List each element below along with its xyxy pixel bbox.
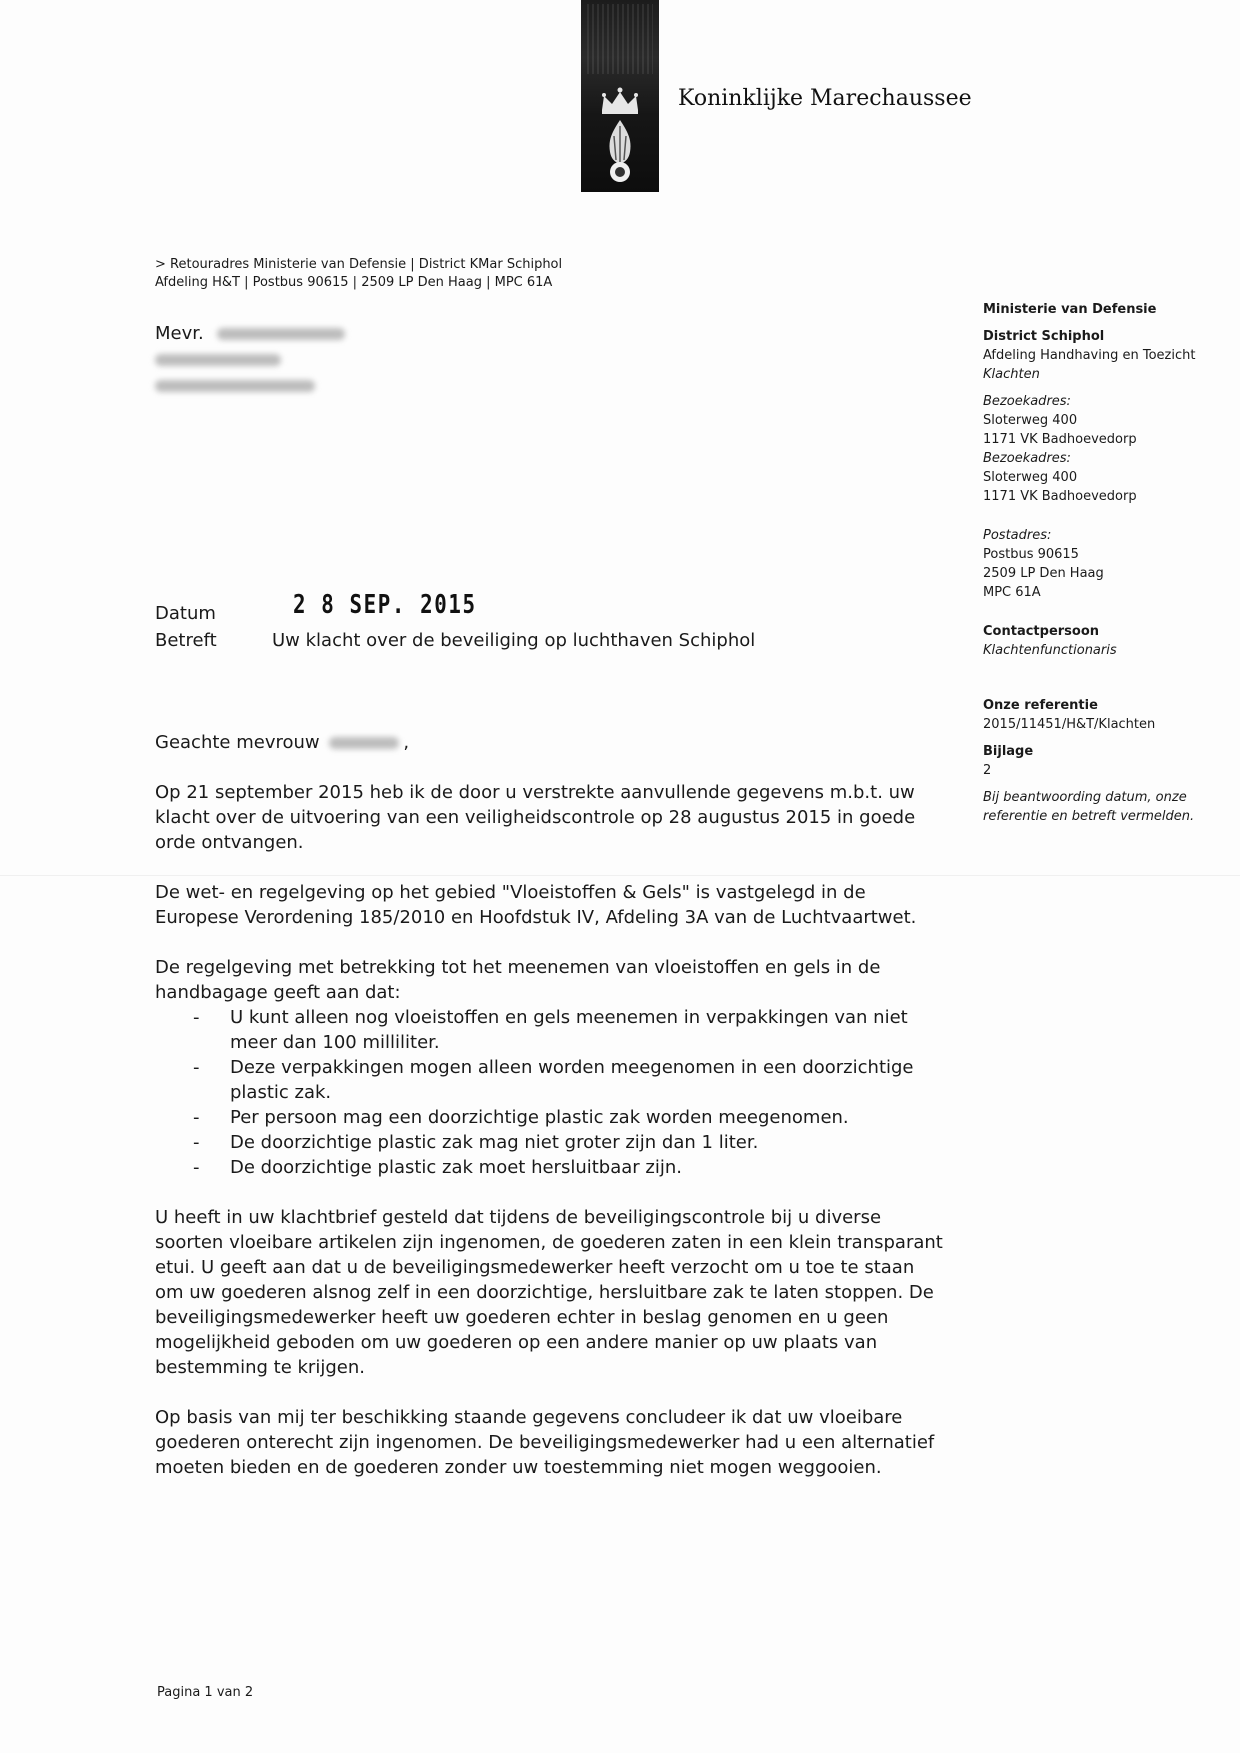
paragraph-5: Op basis van mij ter beschikking staande gegevens concludeer ik dat uw vloeibare goederen onterecht zijn ingenomen. De beveiligingsmedewerker had u een alternatief moeten bieden en de goederen zonder uw toestemming niet mogen weggooien. [155, 1407, 935, 1478]
contact-label: Contactpersoon [983, 624, 1100, 639]
unit-name: Klachten [983, 367, 1040, 382]
return-address-line: Afdeling H&T | Postbus 90615 | 2509 LP Den Haag | MPC 61A [155, 275, 553, 290]
paragraph-4: U heeft in uw klachtbrief gesteld dat tijdens de beveiligingscontrole bij u diverse soorten vloeibare artikelen zijn ingenomen, de goederen zaten in een klein transparant etui. U geeft aan dat u de beveiligingsmedewerker heeft verzocht om u toe te staan om uw goederen alsnog zelf in een doorzichtige, hersluitbare zak te laten stoppen. De beveiligingsmedewerker heeft uw goederen echter in beslag genomen en u geen mogelijkheid geboden om uw goederen op een andere manier op uw plaats van bestemming te krijgen. [155, 1207, 943, 1378]
redacted-name [217, 328, 345, 340]
postal-mpc: MPC 61A [983, 585, 1041, 600]
visit-address-city: 1171 VK Badhoevedorp [983, 489, 1137, 504]
reference-value: 2015/11451/H&T/Klachten [983, 717, 1156, 732]
visit-address-label: Bezoekadres: [983, 394, 1071, 409]
visit-address-street: Sloterweg 400 [983, 470, 1078, 485]
reply-note: referentie en betreft vermelden. [983, 809, 1195, 824]
recipient-prefix: Mevr. [155, 323, 204, 344]
sender-sidebar [983, 300, 1223, 826]
list-item: - Deze verpakkingen mogen alleen worden meegenomen in een doorzichtige plastic zak. [155, 1055, 945, 1105]
postal-city: 2509 LP Den Haag [983, 566, 1104, 581]
district-name: District Schiphol [983, 329, 1105, 344]
reply-note: Bij beantwoording datum, onze [983, 790, 1187, 805]
postal-address-label: Postadres: [983, 528, 1052, 543]
visit-address-street: Sloterweg 400 [983, 413, 1078, 428]
list-item: - U kunt alleen nog vloeistoffen en gels meenemen in verpakkingen van niet meer dan 100 milliliter. [155, 1005, 945, 1055]
return-address-line: > Retouradres Ministerie van Defensie | District KMar Schiphol [155, 257, 563, 272]
date-label: Datum [155, 603, 216, 624]
paragraph-3: De regelgeving met betrekking tot het meenemen van vloeistoffen en gels in de handbagage geeft aan dat: [155, 957, 881, 1003]
greeting-suffix: , [403, 732, 410, 753]
visit-address-city: 1171 VK Badhoevedorp [983, 432, 1137, 447]
postal-box: Postbus 90615 [983, 547, 1079, 562]
date-stamp: 2 8 SEP. 2015 [293, 590, 477, 620]
rules-list [155, 1005, 945, 1180]
page-number: Pagina 1 van 2 [157, 1685, 254, 1700]
attachment-label: Bijlage [983, 744, 1034, 759]
paragraph-2: De wet- en regelgeving op het gebied "Vloeistoffen & Gels" is vastgelegd in de Europese Verordening 185/2010 en Hoofdstuk IV, Afdeling 3A van de Luchtvaartwet. [155, 882, 917, 928]
contact-value: Klachtenfunctionaris [983, 643, 1117, 658]
grenade-icon [602, 118, 638, 184]
visit-address-label: Bezoekadres: [983, 451, 1071, 466]
list-item: - De doorzichtige plastic zak mag niet groter zijn dan 1 liter. [155, 1130, 945, 1155]
return-address [155, 256, 562, 292]
paragraph-1: Op 21 september 2015 heb ik de door u verstrekte aanvullende gegevens m.b.t. uw klacht over de uitvoering van een veiligheidscontrole op 28 augustus 2015 in goede orde ontvangen. [155, 782, 916, 853]
redacted-street [155, 354, 281, 366]
letter-body [155, 730, 945, 1505]
ministry-name: Ministerie van Defensie [983, 302, 1157, 317]
redacted-city [155, 380, 315, 392]
greeting-text: Geachte mevrouw [155, 732, 320, 753]
organization-name: Koninklijke Marechaussee [678, 86, 972, 111]
crown-icon [598, 86, 642, 116]
attachment-value: 2 [983, 763, 992, 778]
subject-text: Uw klacht over de beveiliging op luchthaven Schiphol [272, 630, 756, 651]
greeting [155, 730, 945, 755]
redacted-surname [329, 737, 399, 749]
subject-label: Betreft [155, 630, 217, 651]
department-name: Afdeling Handhaving en Toezicht [983, 348, 1196, 363]
list-item: - De doorzichtige plastic zak moet hersluitbaar zijn. [155, 1155, 945, 1180]
recipient-block [155, 323, 345, 401]
list-item: - Per persoon mag een doorzichtige plastic zak worden meegenomen. [155, 1105, 945, 1130]
kmar-logo [581, 0, 659, 192]
reference-label: Onze referentie [983, 698, 1098, 713]
